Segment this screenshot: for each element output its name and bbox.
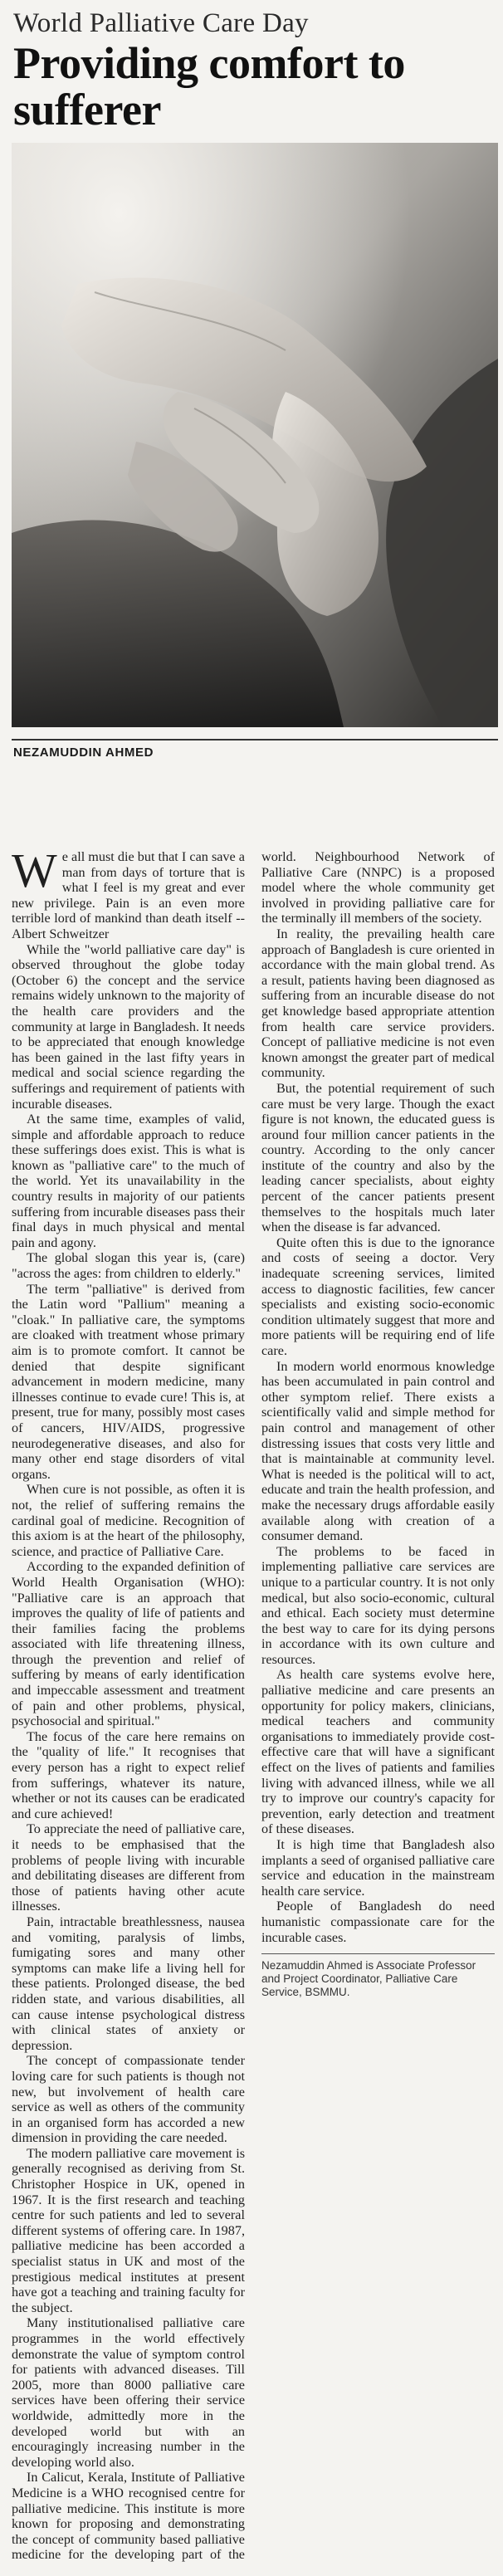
hands-holding-photo (12, 143, 498, 727)
paragraph-9: To appreciate the need of palliative care, it needs to be emphasised that the problems of people living with incurable and debilitating diseases are different from those of patients having other acute illnesses. (12, 1821, 245, 1914)
article-body (12, 843, 495, 2568)
paragraph-8: The focus of the care here remains on the "quality of life." It recognises that every person has a right to expect relief from sufferings, whatever its nature, whether or not its causes can be eradicated and cure achieved! (12, 1728, 245, 1821)
author-note-rule (261, 1953, 495, 1999)
paragraph-2: While the "world palliative care day" is observed throughout the globe today (October 6) the concept and the service remains widely unknown to the majority of the health care providers and the community at large in Bangladesh. It needs to be appreciated that enough knowledge has been gained in the last fifty years in medical and social science regarding the sufferings and requirement of patients with incurable diseases. (12, 941, 245, 1112)
paragraph-22: People of Bangladesh do need humanistic compassionate care for the incurable cases. (261, 1899, 495, 1945)
paragraph-18: In modern world enormous knowledge has been accumulated in pain control and other symptom relief. There exists a scientifically valid and simple method for pain control and management of other distressing issues that costs very little and that is maintainable at community level. What is needed is the political will to act, educate and train the health profession, and make the necessary drugs affordable easily available along with creation of a consumer demand. (261, 1358, 495, 1544)
byline-rule (12, 739, 498, 760)
paragraph-5: The term "palliative" is derived from the Latin word "Pallium" meaning a "cloak." In palliative care, the symptoms are cloaked with treatment whose primary aim is to promote comfort. It cannot be denied that despite significant advancement in modern medicine, many illnesses continue to evade cure! This is, at present, true for many, possibly most cases of cancers, HIV/AIDS, progressive neurodegenerative diseases, and also for many other end stage disorders of vital organs. (12, 1281, 245, 1482)
paragraph-21: It is high time that Bangladesh also implants a seed of organised palliative care service and education in the mainstream health care service. (261, 1837, 495, 1899)
article-headline: Providing comfort to sufferer (13, 38, 405, 134)
paragraph-1: We all must die but that I can save a man from days of torture that is what I feel is my great and ever new privilege. Pain is an even more terrible lord of mankind than death itself -- Albert Schweitzer (12, 843, 245, 941)
article-photo (12, 143, 498, 727)
author-note: Nezamuddin Ahmed is Associate Professor and Project Coordinator, Palliative Care Service, BSMMU. (261, 1959, 476, 1999)
paragraph-13: Many institutionalised palliative care programmes in the world effectively demonstrate the value of symptom control for patients with advanced diseases. Till 2005, more than 8000 palliative care services have been offering their service worldwide, admittedly more in the developed world but with an encouragingly increasing number in the developing world also. (12, 2315, 245, 2470)
paragraph-20: As health care systems evolve here, palliative medicine and care presents an opportunity for policy makers, clinicians, medical teachers and community organisations to immediately provide cost-effective care that will have a significant effect on the lives of patients and families living with advanced illness, while we all try to improve our country's capacity for prevention, early detection and treatment of these diseases. (261, 1667, 495, 1837)
newspaper-article (0, 7, 503, 2576)
paragraph-15: In reality, the prevailing health care approach of Bangladesh is cure oriented in accordance with the main global trend. As a result, patients having been diagnosed as suffering from an incurable disease do not get knowledge based appropriate attention from health care service providers. Concept of palliative medicine is not even known amongst the greater part of medical community. (261, 926, 495, 1081)
paragraph-14: In Calicut, Kerala, Institute of Palliative Medicine is a WHO recognised centre for palliative medicine. This institute is more known for proposing and demonstrating the concept of community based palliative medicine for the developing part of the world. Neighbourhood Network of Palliative Care (NNPC) is a proposed model where the whole community get involved in providing palliative care for the terminally ill members of the society. (12, 849, 495, 2563)
paragraph-3: At the same time, examples of valid, simple and affordable approach to reduce these sufferings does exist. This is what is known as "palliative care" to the much of the world. Yet its unavailability in the country results in majority of our patients suffering from incurable diseases pass their final days in much physical and mental pain and agony. (12, 1112, 245, 1250)
article-byline: NEZAMUDDIN AHMED (13, 745, 154, 760)
paragraph-11: The concept of compassionate tender loving care for such patients is though not new, but involvement of health care service as well as others of the community in an organised form has accorded a new dimension in providing the care needed. (12, 2053, 245, 2146)
paragraph-10: Pain, intractable breathlessness, nausea and vomiting, paralysis of limbs, fumigating sores and many other symptoms can make life a living hell for these patients. Prolonged disease, the bed ridden state, and various disabilities, all can cause intense psychological distress with clinical states of anxiety or depression. (12, 1914, 245, 2053)
paragraph-7: According to the expanded definition of World Health Organisation (WHO): "Palliative care is an approach that improves the quality of life of patients and their families facing the problems associated with life threatening illness, through the prevention and relief of suffering by means of early identification and impeccable assessment and treatment of pain and other problems, physical, psychosocial and spiritual." (12, 1559, 245, 1729)
paragraph-16: But, the potential requirement of such care must be very large. Though the exact figure is not known, the educated guess is around four million cancer patients in the country. According to the only cancer institute of the country and also by the leading cancer specialists, about eighty percent of the cancer patients present themselves to the hospitals much later when the disease is far advanced. (261, 1080, 495, 1235)
paragraph-6: When cure is not possible, as often it is not, the relief of suffering remains the cardinal goal of medicine. Recognition of this axiom is at the heart of the philosophy, science, and practice of Palliative Care. (12, 1482, 245, 1559)
article-kicker: World Palliative Care Day (13, 8, 309, 38)
paragraph-12: The modern palliative care movement is generally recognised as deriving from St. Christopher Hospice in UK, opened in 1967. It is the first research and teaching centre for such patients and led to several different systems of offering care. In 1987, palliative medicine has been accorded a specialist status in UK and most of the prestigious medical institutes at present have got a teaching and training faculty for the subject. (12, 2145, 245, 2315)
paragraph-4: The global slogan this year is, (care) "across the ages: from children to elderly." (12, 1250, 245, 1282)
paragraph-19: The problems to be faced in implementing palliative care services are unique to a particular country. It is not only medical, but also socio-economic, cultural and ethical. Each society must determine the best way to care for its dying persons in accordance with its own culture and resources. (261, 1543, 495, 1667)
paragraph-17: Quite often this is due to the ignorance and costs of seeing a doctor. Very inadequate screening services, limited access to diagnostic facilities, few cancer specialists and existing socio-economic condition ultimately suggest that more and more patients will be requiring end of life care. (261, 1234, 495, 1358)
